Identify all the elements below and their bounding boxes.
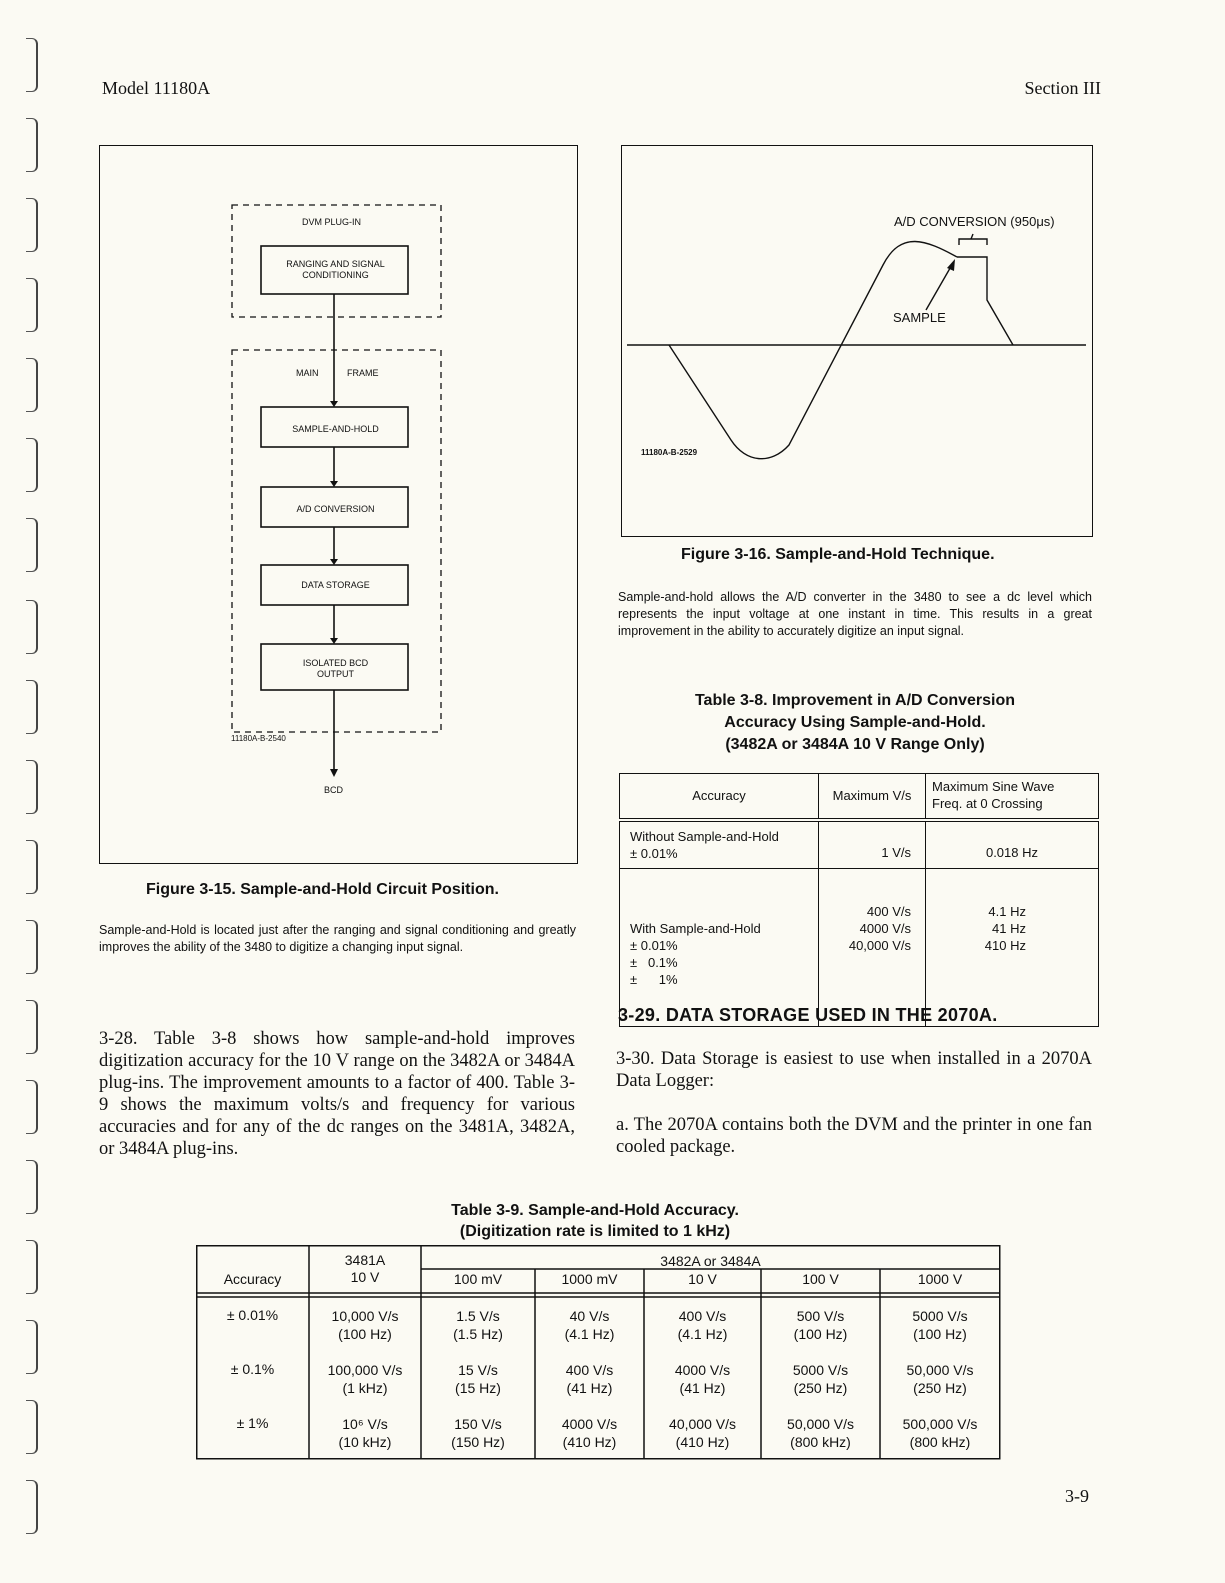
arrow-icon <box>330 559 338 565</box>
conversion-bracket-tick <box>971 234 973 239</box>
figure-3-16-description: Sample-and-hold allows the A/D converter in the 3480 to see a dc level which represents the input voltage at one instant in time. This results in a great improvement in the ability to accurately digitize an input signal. <box>618 590 1092 638</box>
figure-3-16-caption: Figure 3-16. Sample-and-Hold Technique. <box>681 546 995 563</box>
t39-cell: 50,000 V/s (250 Hz) <box>906 1362 974 1396</box>
t38-row2-freq: 4.1 Hz 41 Hz 410 Hz <box>926 869 1099 1027</box>
binder-ring <box>26 1320 38 1374</box>
binder-ring <box>26 1080 38 1134</box>
arrow-icon <box>330 401 338 407</box>
isolated-bcd-label: ISOLATED BCD OUTPUT <box>302 658 369 679</box>
t39-cell: 1.5 V/s (1.5 Hz) <box>453 1308 503 1342</box>
binder-ring <box>26 1480 38 1534</box>
sample-label: SAMPLE <box>893 310 946 325</box>
paragraph-3-30: 3-30. Data Storage is easiest to use when installed in a 2070A Data Logger: <box>616 1049 1092 1091</box>
binder-ring <box>26 118 38 172</box>
t39-cell: 400 V/s (4.1 Hz) <box>677 1308 728 1342</box>
t38-header-max-vs: Maximum V/s <box>819 774 926 820</box>
item-a: a. The 2070A contains both the DVM and the printer in one fan cooled package. <box>616 1115 1092 1157</box>
t39-cell: 5000 V/s (250 Hz) <box>792 1362 849 1396</box>
dvm-plugin-label: DVM PLUG-IN <box>302 217 362 227</box>
t39-cell: 100,000 V/s (1 kHz) <box>327 1362 403 1396</box>
ad-conversion-label: A/D CONVERSION <box>296 504 375 514</box>
page-number: 3-9 <box>1065 1486 1089 1506</box>
t39-header-3481a: 3481A 10 V <box>344 1252 386 1285</box>
binder-ring <box>26 518 38 572</box>
binder-ring <box>26 920 38 974</box>
t39-cell: 4000 V/s (41 Hz) <box>674 1362 731 1396</box>
binder-ring <box>26 198 38 252</box>
t39-cell: 10⁶ V/s (10 kHz) <box>338 1416 392 1450</box>
t39-header-accuracy: Accuracy <box>223 1271 282 1287</box>
binder-ring <box>26 1000 38 1054</box>
ranging-label: RANGING AND SIGNAL CONDITIONING <box>286 259 385 280</box>
header-model: Model 11180A <box>102 78 211 98</box>
binder-ring <box>26 760 38 814</box>
binder-margin <box>0 0 40 1583</box>
t38-row1-vs: 1 V/s <box>819 820 926 869</box>
fig15-drawing-number: 11180A-B-2540 <box>231 734 286 743</box>
t38-row2-vs: 400 V/s 4000 V/s 40,000 V/s <box>819 869 926 1027</box>
binder-ring <box>26 840 38 894</box>
t39-range-1000v: 1000 V <box>917 1271 963 1287</box>
binder-ring <box>26 38 38 92</box>
sample-pointer <box>926 263 953 310</box>
t38-row2-accuracy: With Sample-and-Hold ± 0.01% ± 0.1% ± 1% <box>620 869 819 1027</box>
conversion-bracket <box>959 239 987 245</box>
data-storage-label: DATA STORAGE <box>301 580 370 590</box>
t39-cell: 400 V/s (41 Hz) <box>565 1362 614 1396</box>
header-section: Section III <box>1024 78 1101 98</box>
section-3-29-heading: 3-29. DATA STORAGE USED IN THE 2070A. <box>618 1005 998 1025</box>
binder-ring <box>26 278 38 332</box>
binder-ring <box>26 680 38 734</box>
binder-ring <box>26 600 38 654</box>
bcd-label: BCD <box>324 785 344 795</box>
t39-range-100v: 100 V <box>802 1271 839 1287</box>
arrow-icon <box>330 638 338 644</box>
table-3-8 <box>619 773 1099 1027</box>
table-3-9-title: Table 3-9. Sample-and-Hold Accuracy. (Digitization rate is limited to 1 kHz) <box>451 1202 739 1240</box>
binder-ring <box>26 1400 38 1454</box>
figure-3-15-caption: Figure 3-15. Sample-and-Hold Circuit Position. <box>146 881 499 898</box>
t39-cell: 500,000 V/s (800 kHz) <box>902 1416 978 1450</box>
held-level <box>957 257 1013 345</box>
binder-ring <box>26 358 38 412</box>
arrow-icon <box>947 259 955 271</box>
table-3-9 <box>196 1245 1000 1460</box>
arrow-icon <box>330 481 338 487</box>
t39-header-3482a-3484a: 3482A or 3484A <box>660 1253 761 1269</box>
t39-range-10v: 10 V <box>688 1271 717 1287</box>
fig16-drawing-number: 11180A-B-2529 <box>641 448 698 457</box>
t38-header-accuracy: Accuracy <box>620 774 819 820</box>
t39-cell: 15 V/s (15 Hz) <box>455 1362 501 1396</box>
t39-row-accuracy: ± 0.01% <box>226 1307 279 1323</box>
binder-ring <box>26 438 38 492</box>
sample-hold-label: SAMPLE-AND-HOLD <box>292 424 379 434</box>
t39-cell: 40 V/s (4.1 Hz) <box>564 1308 615 1342</box>
binder-ring <box>26 1160 38 1214</box>
arrow-icon <box>330 769 338 777</box>
t39-range-100mv: 100 mV <box>453 1271 503 1287</box>
t39-cell: 500 V/s (100 Hz) <box>793 1308 848 1342</box>
t39-cell: 10,000 V/s (100 Hz) <box>331 1308 399 1342</box>
t39-cell: 5000 V/s (100 Hz) <box>912 1308 968 1342</box>
t39-row-accuracy: ± 1% <box>236 1415 269 1431</box>
binder-ring <box>26 1240 38 1294</box>
sine-wave <box>669 241 957 458</box>
figure-3-16-waveform <box>621 145 1094 538</box>
t39-row-accuracy: ± 0.1% <box>230 1361 275 1377</box>
frame-label: FRAME <box>347 368 379 378</box>
paragraph-3-28: 3-28. Table 3-8 shows how sample-and-hold improves digitization accuracy for the 10 V range on the 3482A or 3484A plug-ins. The improvement amounts to a factor of 400. Table 3-9 shows the maximum volts/s and frequency for various accuracies and for any of the dc ranges on the 3481A, 3482A, or 3484A plug-ins. <box>99 1029 575 1159</box>
t39-cell: 4000 V/s (410 Hz) <box>561 1416 618 1450</box>
t39-cell: 40,000 V/s (410 Hz) <box>669 1416 736 1450</box>
t39-cell: 150 V/s (150 Hz) <box>451 1416 505 1450</box>
t38-header-max-freq: Maximum Sine Wave Freq. at 0 Crossing <box>926 774 1099 820</box>
main-label: MAIN <box>296 368 319 378</box>
t39-range-1000mv: 1000 mV <box>561 1271 618 1287</box>
ad-conversion-time-label: A/D CONVERSION (950μs) <box>894 214 1055 229</box>
t38-row1-accuracy: Without Sample-and-Hold ± 0.01% <box>620 820 819 869</box>
figure-3-15-description: Sample-and-Hold is located just after the ranging and signal conditioning and greatly improves the ability of the 3480 to digitize a changing input signal. <box>99 923 576 954</box>
t39-cell: 50,000 V/s (800 kHz) <box>787 1416 854 1450</box>
table-3-8-title: Table 3-8. Improvement in A/D Conversion Accuracy Using Sample-and-Hold. (3482A or 3484A 10 V Range Only) <box>694 692 1016 753</box>
t38-row1-freq: 0.018 Hz <box>926 820 1099 869</box>
